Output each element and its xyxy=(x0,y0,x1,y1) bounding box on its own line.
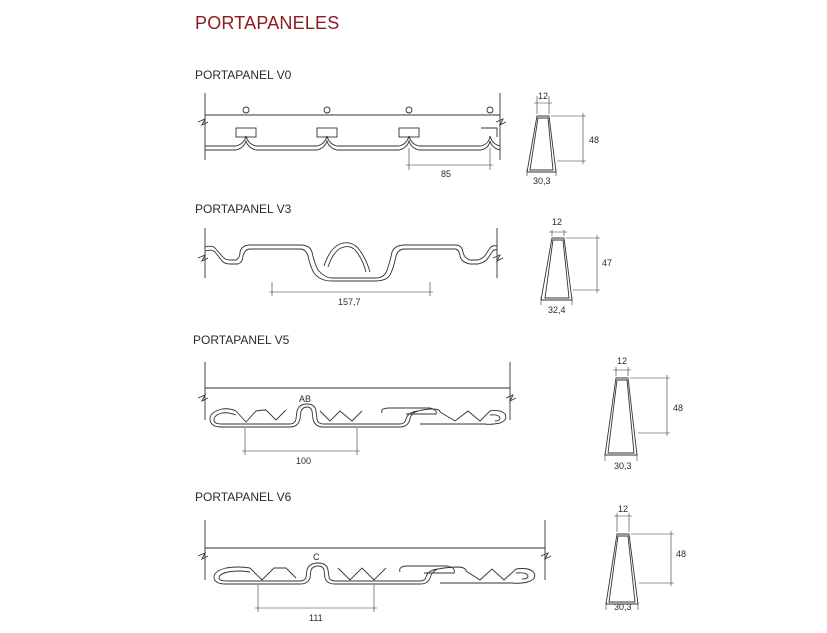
detail-top-v0: 12 xyxy=(538,91,549,101)
dimension-label-v0: 85 xyxy=(441,169,452,179)
detail-v5 xyxy=(605,367,670,461)
detail-bottom-v5: 30,3 xyxy=(614,461,632,471)
profile-v3 xyxy=(198,228,503,296)
detail-height-v6: 48 xyxy=(676,549,687,559)
detail-v6 xyxy=(606,513,674,610)
dimension-label-v5: 100 xyxy=(296,456,312,466)
detail-height-v3: 47 xyxy=(602,258,613,268)
detail-bottom-v3: 32,4 xyxy=(548,305,566,315)
page-title: PORTAPANELES xyxy=(195,13,340,33)
detail-bottom-v0: 30,3 xyxy=(533,176,551,186)
detail-bottom-v6: 30,3 xyxy=(614,602,632,612)
section-title-v0: PORTAPANEL V0 xyxy=(195,68,292,82)
joint-label-v5: AB xyxy=(299,394,312,404)
section-title-v6: PORTAPANEL V6 xyxy=(195,490,292,504)
profile-v5 xyxy=(198,362,516,455)
joint-label-v6: C xyxy=(313,552,320,562)
detail-top-v6: 12 xyxy=(618,504,629,514)
detail-height-v5: 48 xyxy=(673,403,684,413)
detail-v3 xyxy=(541,230,600,305)
dimension-label-v3: 157,7 xyxy=(338,297,361,307)
detail-top-v5: 12 xyxy=(617,356,628,366)
detail-height-v0: 48 xyxy=(589,135,600,145)
detail-v0 xyxy=(527,96,586,176)
detail-top-v3: 12 xyxy=(552,217,563,227)
section-title-v5: PORTAPANEL V5 xyxy=(193,333,290,347)
section-title-v3: PORTAPANEL V3 xyxy=(195,202,292,216)
dimension-label-v6: 111 xyxy=(309,613,323,623)
profile-v0 xyxy=(198,93,506,170)
profile-v6 xyxy=(198,520,551,612)
